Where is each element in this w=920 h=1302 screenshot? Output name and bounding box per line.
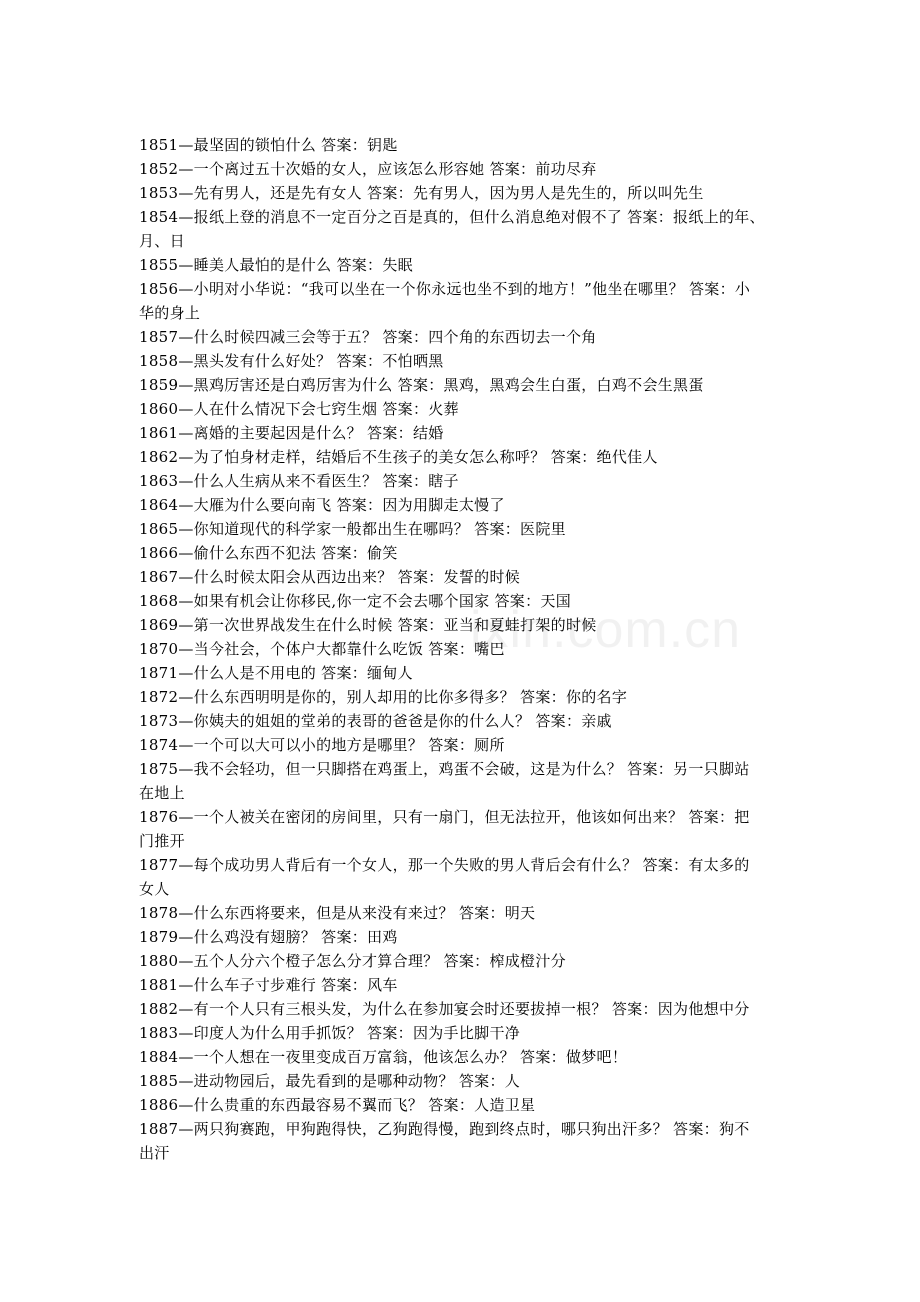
text-line: 1860—人在什么情况下会七窍生烟 答案：火葬 xyxy=(139,400,459,418)
text-line: 1876—一个人被关在密闭的房间里，只有一扇门，但无法拉开，他该如何出来？ 答案：把 xyxy=(139,808,750,826)
text-line: 1869—第一次世界战发生在什么时候 答案：亚当和夏蛙打架的时候 xyxy=(139,616,597,634)
text-line: 1865—你知道现代的科学家一般都出生在哪吗？ 答案：医院里 xyxy=(139,520,566,538)
text-line: 1871—什么人是不用电的 答案：缅甸人 xyxy=(139,664,413,682)
text-line: 1875—我不会轻功，但一只脚搭在鸡蛋上，鸡蛋不会破，这是为什么？ 答案：另一只脚站 xyxy=(139,760,750,778)
text-line: 门推开 xyxy=(139,832,185,850)
text-line: 月、日 xyxy=(139,232,185,250)
text-line: 1878—什么东西将要来，但是从来没有来过？ 答案：明天 xyxy=(139,904,536,922)
text-line: 1867—什么时候太阳会从西边出来？ 答案：发誓的时候 xyxy=(139,568,521,586)
text-line: 1884—一个人想在一夜里变成百万富翁，他该怎么办？ 答案：做梦吧！ xyxy=(139,1048,628,1066)
text-line: 1877—每个成功男人背后有一个女人，那一个失败的男人背后会有什么？ 答案：有太多的 xyxy=(139,856,750,874)
text-line: 1880—五个人分六个橙子怎么分才算合理？ 答案：榨成橙汁分 xyxy=(139,952,566,970)
text-line: 1881—什么车子寸步难行 答案：风车 xyxy=(139,976,398,994)
text-line: 1855—睡美人最怕的是什么 答案：失眠 xyxy=(139,256,413,274)
text-line: 1856—小明对小华说：“我可以坐在一个你永远也坐不到的地方！”他坐在哪里？ 答案：小 xyxy=(139,280,751,298)
text-line: 1857—什么时候四减三会等于五？ 答案：四个角的东西切去一个角 xyxy=(139,328,597,346)
text-line: 1868—如果有机会让你移民,你一定不会去哪个国家 答案：天国 xyxy=(139,592,572,610)
text-line: 1852—一个离过五十次婚的女人，应该怎么形容她 答案：前功尽弃 xyxy=(139,160,597,178)
text-line: 在地上 xyxy=(139,784,185,802)
text-line: 1887—两只狗赛跑，甲狗跑得快，乙狗跑得慢，跑到终点时，哪只狗出汗多？ 答案：狗不 xyxy=(139,1120,750,1138)
text-line: 1872—什么东西明明是你的，别人却用的比你多得多？ 答案：你的名字 xyxy=(139,688,628,706)
text-line: 1886—什么贵重的东西最容易不翼而飞？ 答案：人造卫星 xyxy=(139,1096,536,1114)
text-line: 1862—为了怕身材走样，结婚后不生孩子的美女怎么称呼？ 答案：绝代佳人 xyxy=(139,448,658,466)
text-line: 1879—什么鸡没有翅膀？ 答案：田鸡 xyxy=(139,928,398,946)
text-line: 1883—印度人为什么用手抓饭？ 答案：因为手比脚干净 xyxy=(139,1024,521,1042)
text-line: 1873—你姨夫的姐姐的堂弟的表哥的爸爸是你的什么人？ 答案：亲戚 xyxy=(139,712,612,730)
text-line: 女人 xyxy=(139,880,170,898)
text-line: 1863—什么人生病从来不看医生？ 答案：瞎子 xyxy=(139,472,459,490)
text-line: 1854—报纸上登的消息不一定百分之百是真的，但什么消息绝对假不了 答案：报纸上的年、 xyxy=(139,208,765,226)
watermark: ixin.com.cn xyxy=(470,601,742,659)
text-line: 1882—有一个人只有三根头发，为什么在参加宴会时还要拔掉一根？ 答案：因为他想中分 xyxy=(139,1000,750,1018)
text-line: 1851—最坚固的锁怕什么 答案：钥匙 xyxy=(139,136,398,154)
text-line: 1866—偷什么东西不犯法 答案：偷笑 xyxy=(139,544,398,562)
text-line: 华的身上 xyxy=(139,304,201,322)
text-line: 1853—先有男人，还是先有女人 答案：先有男人，因为男人是先生的，所以叫先生 xyxy=(139,184,704,202)
text-line: 1885—进动物园后，最先看到的是哪种动物？ 答案：人 xyxy=(139,1072,521,1090)
text-line: 1861—离婚的主要起因是什么？ 答案：结婚 xyxy=(139,424,444,442)
text-line: 出汗 xyxy=(139,1144,170,1162)
text-line: 1864—大雁为什么要向南飞 答案：因为用脚走太慢了 xyxy=(139,496,505,514)
text-line: 1859—黑鸡厉害还是白鸡厉害为什么 答案：黑鸡，黑鸡会生白蛋，白鸡不会生黑蛋 xyxy=(139,376,704,394)
text-line: 1858—黑头发有什么好处？ 答案：不怕晒黑 xyxy=(139,352,444,370)
document-body xyxy=(139,133,787,1165)
text-line: 1870—当今社会，个体户大都靠什么吃饭 答案：嘴巴 xyxy=(139,640,505,658)
text-line: 1874—一个可以大可以小的地方是哪里？ 答案：厕所 xyxy=(139,736,505,754)
